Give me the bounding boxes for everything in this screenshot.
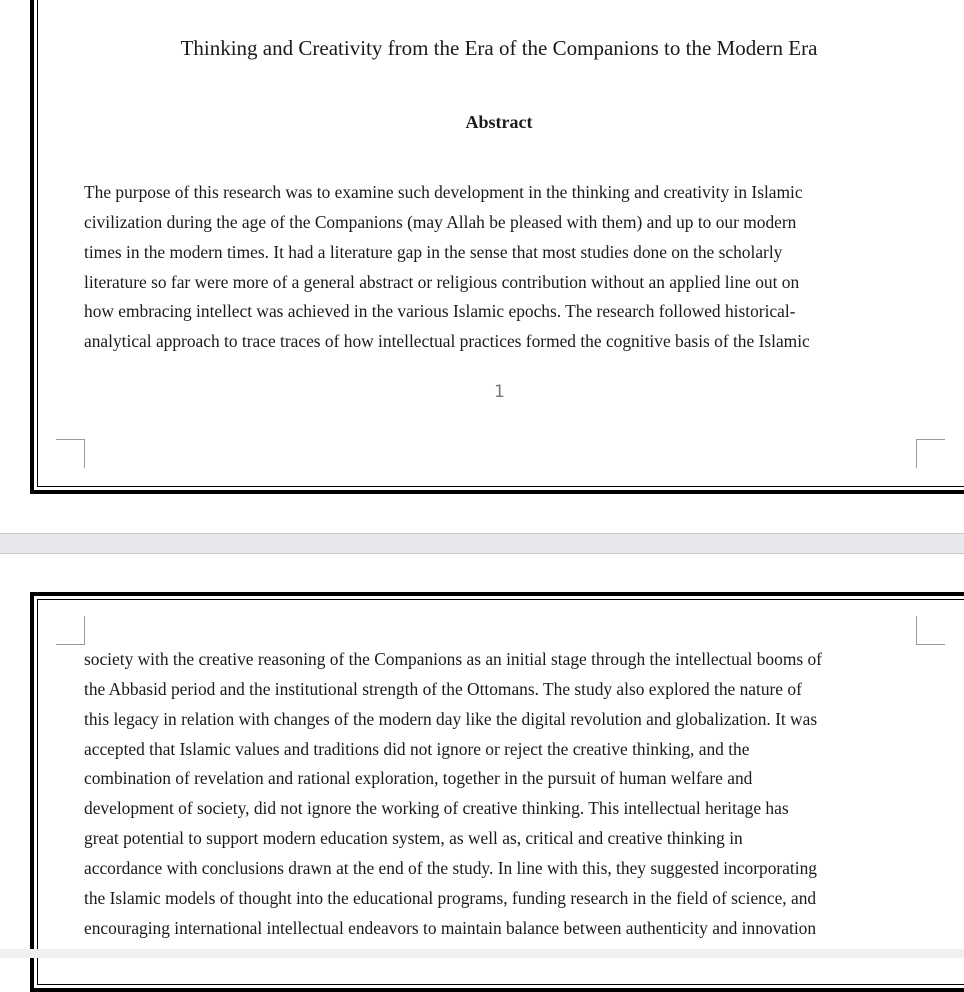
crop-mark (916, 616, 945, 645)
body-line: civilization during the age of the Companions (may Allah be pleased with them) and up to our modern (84, 212, 797, 232)
body-line: The purpose of this research was to examine such development in the thinking and creativity in Islamic (84, 182, 803, 202)
body-line: encouraging international intellectual endeavors to maintain balance between authenticity and innovation (84, 918, 817, 938)
body-line: development of society, did not ignore the working of creative thinking. This intellectual heritage has (84, 798, 789, 818)
body-line: this legacy in relation with changes of the modern day like the digital revolution and globalization. It was (84, 709, 818, 729)
document-title: Thinking and Creativity from the Era of the Companions to the Modern Era (180, 36, 818, 60)
body-line: the Abbasid period and the institutional strength of the Ottomans. The study also explored the nature of (84, 679, 802, 699)
body-line: accepted that Islamic values and traditions did not ignore or reject the creative thinking, and the (84, 739, 750, 759)
crop-mark (56, 439, 85, 468)
body-line: combination of revelation and rational exploration, together in the pursuit of human welfare and (84, 768, 753, 788)
crop-mark (916, 439, 945, 468)
body-line: great potential to support modern education system, as well as, critical and creative thinking in (84, 828, 743, 848)
body-line: the Islamic models of thought into the educational programs, funding research in the field of science, and (84, 888, 817, 908)
body-line: how embracing intellect was achieved in the various Islamic epochs. The research followed historical- (84, 301, 796, 321)
page-gap (0, 533, 964, 554)
crop-mark (56, 616, 85, 645)
page-number: 1 (494, 382, 505, 402)
status-strip (0, 949, 964, 958)
body-line: society with the creative reasoning of the Companions as an initial stage through the intellectual booms of (84, 649, 822, 669)
body-line: times in the modern times. It had a literature gap in the sense that most studies done on the scholarly (84, 242, 783, 262)
body-line: analytical approach to trace traces of how intellectual practices formed the cognitive basis of the Islamic (84, 331, 810, 351)
body-line: literature so far were more of a general abstract or religious contribution without an applied line out on (84, 272, 800, 292)
abstract-heading: Abstract (465, 112, 533, 132)
body-line: accordance with conclusions drawn at the end of the study. In line with this, they suggested incorporating (84, 858, 817, 878)
